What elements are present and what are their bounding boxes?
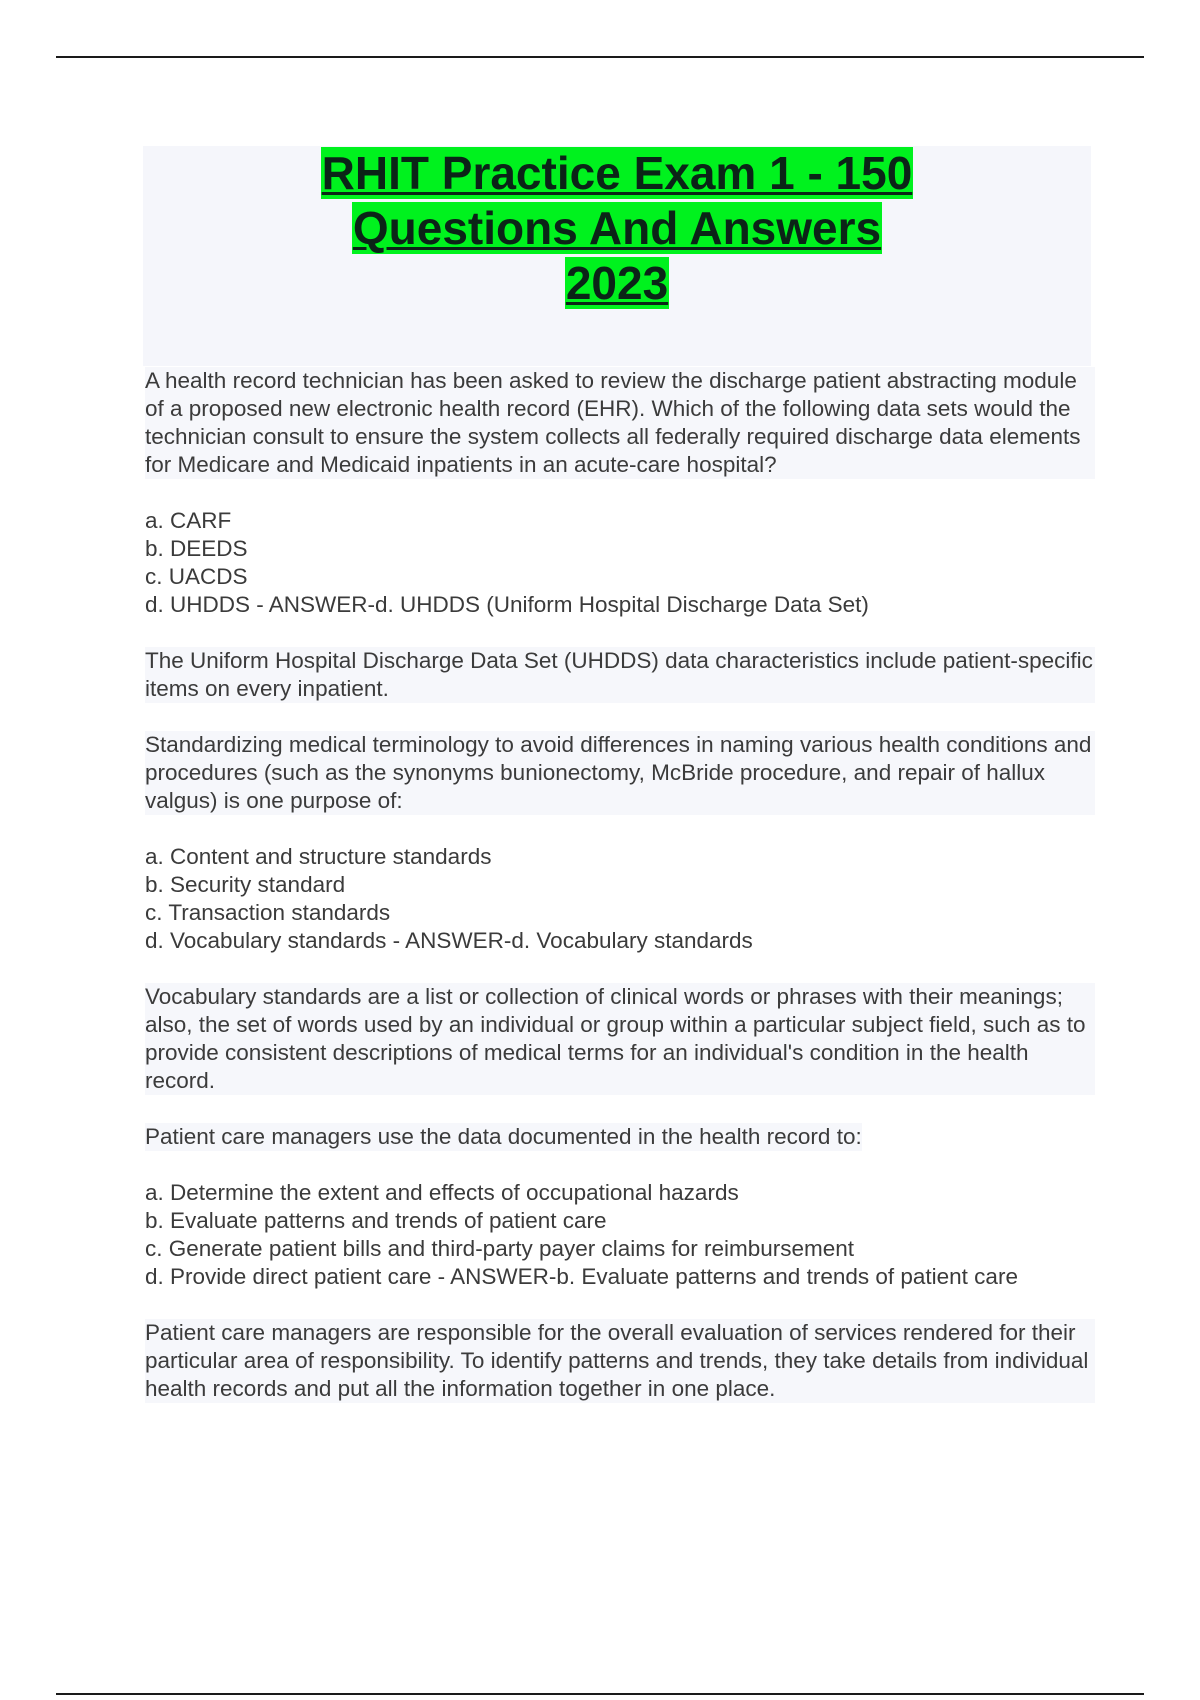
- answer-option: c. UACDS: [145, 564, 248, 589]
- questions-content: [145, 367, 1095, 1403]
- answer-options: [145, 507, 1095, 619]
- answer-option-with-answer: d. UHDDS - ANSWER-d. UHDDS (Uniform Hospital Discharge Data Set): [145, 592, 869, 617]
- bottom-rule: [56, 1693, 1144, 1695]
- answer-option: b. Security standard: [145, 872, 346, 897]
- question-text: A health record technician has been asked to review the discharge patient abstracting module of a proposed new electronic health record (EHR). Which of the following data sets would the technician consult to ensure the system collects all federally required discharge data elements for Medicare and Medicaid inpatients in an acute-care hospital?: [145, 367, 1095, 479]
- title-line-2: Questions And Answers: [352, 202, 882, 254]
- question-text: Patient care managers use the data documented in the health record to:: [145, 1124, 862, 1149]
- answer-option-with-answer: d. Provide direct patient care - ANSWER-b. Evaluate patterns and trends of patient care: [145, 1264, 1018, 1289]
- answer-options: [145, 1179, 1095, 1291]
- answer-option: c. Generate patient bills and third-party payer claims for reimbursement: [145, 1236, 855, 1261]
- question-text: Standardizing medical terminology to avoid differences in naming various health conditions and procedures (such as the synonyms bunionectomy, McBride procedure, and repair of hallux valgus) is one purpose of:: [145, 731, 1095, 815]
- answer-option: b. DEEDS: [145, 536, 248, 561]
- title-line-1: RHIT Practice Exam 1 - 150: [321, 147, 913, 199]
- answer-option: c. Transaction standards: [145, 900, 391, 925]
- answer-option: b. Evaluate patterns and trends of patient care: [145, 1208, 607, 1233]
- answer-explanation: Patient care managers are responsible for the overall evaluation of services rendered for their particular area of responsibility. To identify patterns and trends, they take details from individual health records and put all the information together in one place.: [145, 1319, 1095, 1403]
- answer-explanation: Vocabulary standards are a list or collection of clinical words or phrases with their meanings; also, the set of words used by an individual or group within a particular subject field, such as to provide consistent descriptions of medical terms for an individual's condition in the health record.: [145, 983, 1095, 1095]
- answer-option: a. Content and structure standards: [145, 844, 492, 869]
- answer-option: a. CARF: [145, 508, 232, 533]
- top-rule: [56, 56, 1144, 58]
- answer-option-with-answer: d. Vocabulary standards - ANSWER-d. Vocabulary standards: [145, 928, 753, 953]
- document-title: [143, 146, 1091, 311]
- answer-option: a. Determine the extent and effects of occupational hazards: [145, 1180, 739, 1205]
- answer-options: [145, 843, 1095, 955]
- title-line-3: 2023: [565, 257, 669, 309]
- answer-explanation: The Uniform Hospital Discharge Data Set (UHDDS) data characteristics include patient-specific items on every inpatient.: [145, 647, 1095, 703]
